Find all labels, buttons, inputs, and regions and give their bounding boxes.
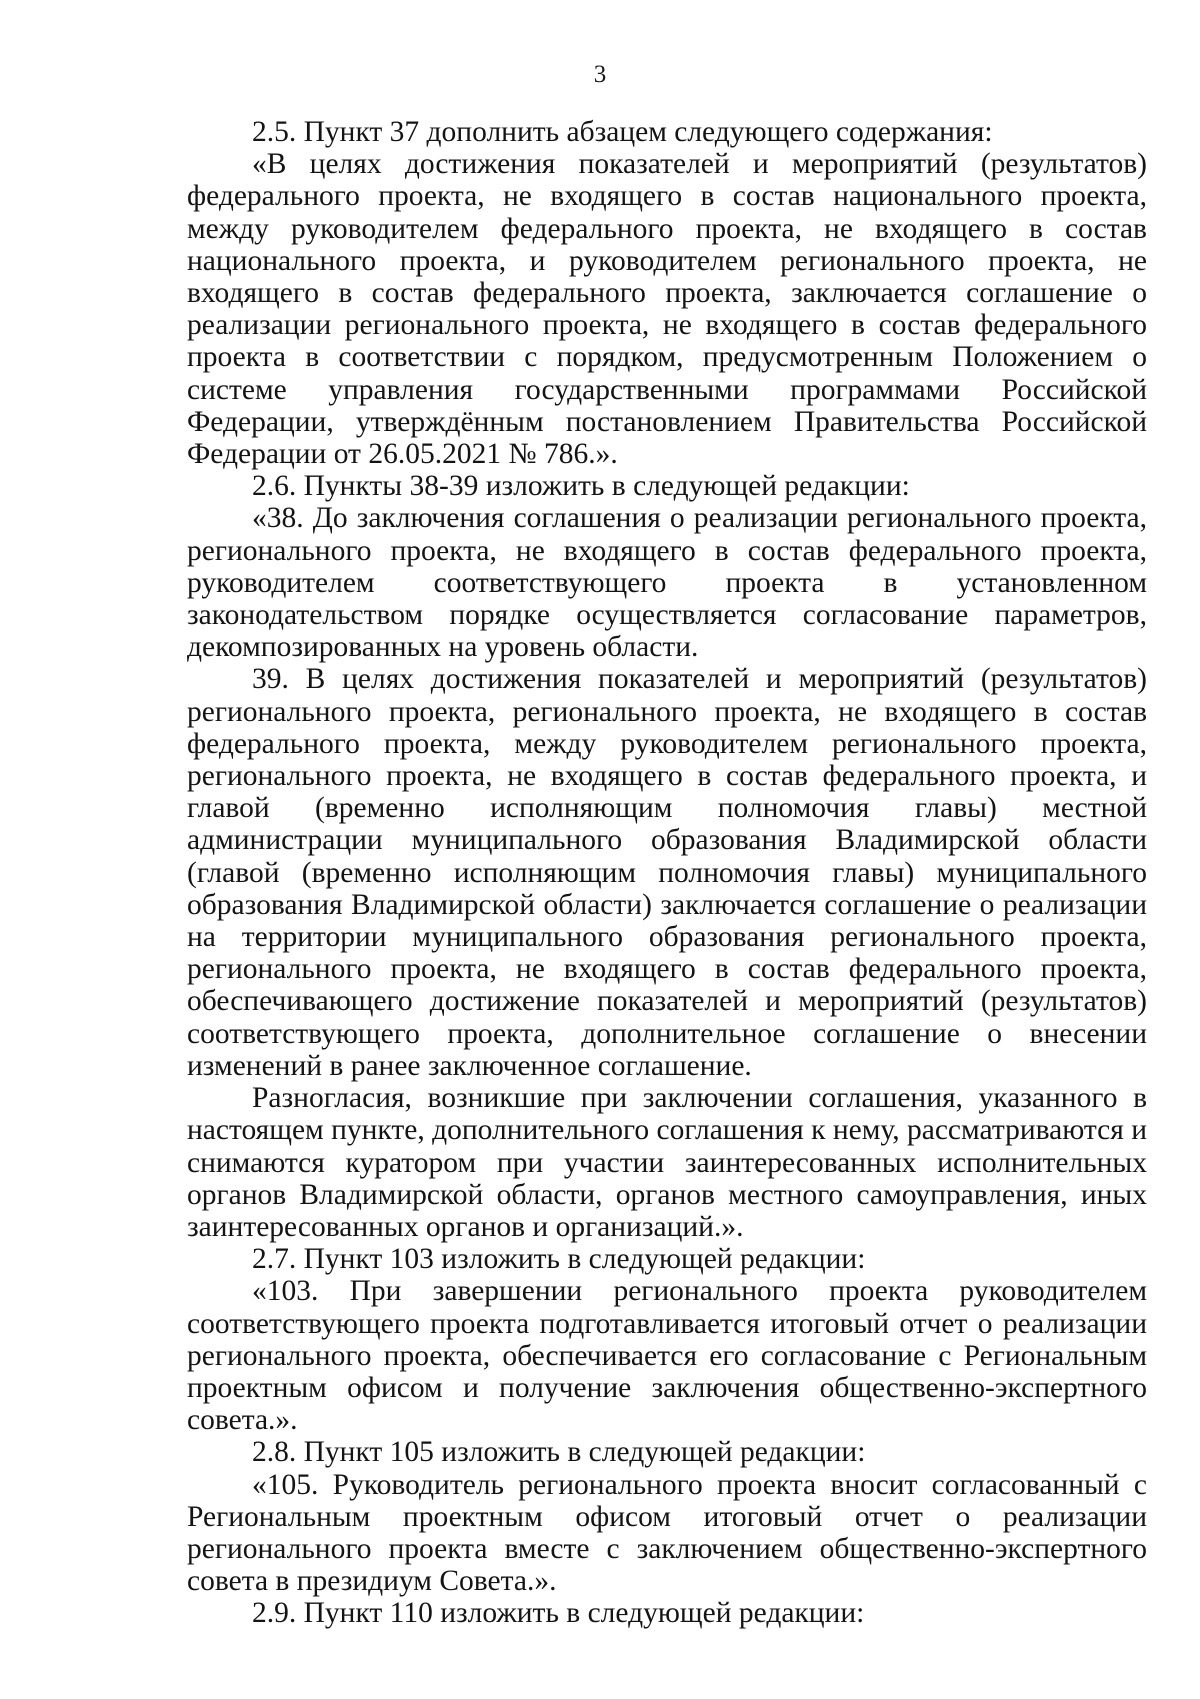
paragraph-disagreements-text: Разногласия, возникшие при заключении соглашения, указанного в настоящем пункте, дополнительного соглашения к нему, рассматриваются и снимаются куратором при участии заинтересованных исполнительных органов Владимирской области, органов местного самоуправления, иных заинтересованных органов и организаций.». xyxy=(187,1082,1147,1243)
paragraph-38-text: «38. До заключения соглашения о реализации регионального проекта, регионального проекта, не входящего в состав федерального проекта, руководителем соответствующего проекта в установленном законодательством порядке осуществляется согласование параметров, декомпозированных на уровень области. xyxy=(187,502,1147,664)
paragraph-2-8-heading: 2.8. Пункт 105 изложить в следующей редакции: xyxy=(252,1436,866,1469)
paragraph-39-text: 39. В целях достижения показателей и мероприятий (результатов) регионального проекта, регионального проекта, не входящего в состав федерального проекта, между руководителем регионального проекта, регионального проекта, не входящего в состав федерального проекта, и главой (временно исполняющим полномочия главы) местной администрации муниципального образования Владимирской области (главой (временно исполняющим полномочия главы) муниципального образования Владимирской области) заключается соглашение о реализации на территории муниципального образования регионального проекта, регионального проекта, не входящего в состав федерального проекта, обеспечивающего достижение показателей и мероприятий (результатов) соответствующего проекта, дополнительное соглашение о внесении изменений в ранее заключенное соглашение. xyxy=(187,663,1147,1082)
paragraph-103-text: «103. При завершении регионального проекта руководителем соответствующего проекта подготавливается итоговый отчет о реализации регионального проекта, обеспечивается его согласование с Региональным проектным офисом и получение заключения общественно-экспертного совета.». xyxy=(187,1275,1147,1437)
paragraph-2-6-heading: 2.6. Пункты 38-39 изложить в следующей редакции: xyxy=(252,470,910,503)
paragraph-105-text: «105. Руководитель регионального проекта вносит согласованный с Региональным проектным офисом итоговый отчет о реализации регионального проекта вместе с заключением общественно-экспертного совета в президиум Совета.». xyxy=(187,1468,1147,1598)
paragraph-2-5-heading: 2.5. Пункт 37 дополнить абзацем следующего содержания: xyxy=(252,116,993,148)
paragraph-2-9-heading: 2.9. Пункт 110 изложить в следующей редакции: xyxy=(252,1597,865,1630)
page-number: 3 xyxy=(593,61,607,88)
document-body xyxy=(187,116,1147,1630)
paragraph-2-5-text: «В целях достижения показателей и мероприятий (результатов) федерального проекта, не входящего в состав национального проекта, между руководителем федерального проекта, не входящего в состав национального проекта, и руководителем регионального проекта, не входящего в состав федерального проекта, заключается соглашение о реализации регионального проекта, не входящего в состав федерального проекта в соответствии с порядком, предусмотренным Положением о системе управления государственными программами Российской Федерации, утверждённым постановлением Правительства Российской Федерации от 26.05.2021 № 786.». xyxy=(187,148,1147,471)
paragraph-2-7-heading: 2.7. Пункт 103 изложить в следующей редакции: xyxy=(252,1243,866,1276)
